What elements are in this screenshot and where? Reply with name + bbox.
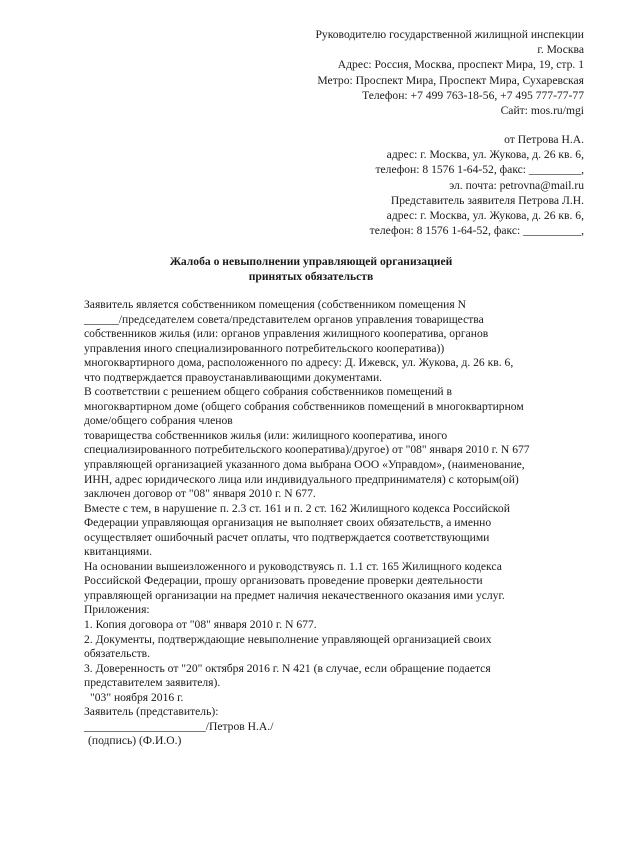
signature-caption: (подпись) (Ф.И.О.) bbox=[88, 734, 182, 748]
body-line: доме/общего собрания членов bbox=[84, 414, 233, 428]
addressee-line: Телефон: +7 499 763-18-56, +7 495 777-77-77 bbox=[362, 88, 584, 102]
body-line: товарищества собственников жилья (или: жилищного кооператива, иного bbox=[84, 428, 448, 442]
body-line: квитанциями. bbox=[84, 545, 153, 559]
body-line: Приложения: bbox=[84, 603, 150, 617]
sender-line: адрес: г. Москва, ул. Жукова, д. 26 кв. 6, bbox=[386, 148, 584, 162]
body-line: осуществляет ошибочный расчет оплаты, что подтверждается соответствующими bbox=[84, 530, 490, 544]
signer-label: Заявитель (представитель): bbox=[84, 705, 219, 719]
body-line: ИНН, адрес юридического лица или индивидуального предпринимателя) с которым(ой) bbox=[84, 472, 519, 486]
body-line: многоквартирном доме (общего собрания собственников помещений в многоквартирном bbox=[84, 399, 524, 413]
body-line: обязательств. bbox=[84, 647, 151, 661]
title-line-1: Жалоба о невыполнении управляющей организацией bbox=[169, 255, 453, 268]
document-date: "03" ноября 2016 г. bbox=[90, 690, 184, 704]
body-line: Заявитель является собственником помещения (собственником помещения N bbox=[84, 298, 466, 311]
body-line: В соответствии с решением общего собрания собственников помещений в bbox=[84, 385, 452, 399]
document-title bbox=[0, 254, 622, 284]
body-line: Российской Федерации, прошу организовать проведение проверки деятельности bbox=[84, 574, 483, 588]
body-line: Федерации управляющая организация не выполняет своих обязательств, а именно bbox=[84, 516, 492, 530]
body-line: собственников жилья (или: органов управления жилищного кооператива, органов bbox=[84, 327, 489, 341]
body-line: 3. Доверенность от "20" октября 2016 г. N 421 (в случае, если обращение подается bbox=[84, 661, 491, 675]
sender-line: от Петрова Н.А. bbox=[504, 133, 584, 146]
body-line: управления иного специализированного потребительского кооператива)) bbox=[84, 341, 445, 355]
sender-line: эл. почта: petrovna@mail.ru bbox=[449, 178, 584, 192]
body-line: заключен договор от "08" января 2010 г. N 677. bbox=[84, 487, 316, 501]
addressee-line: Сайт: mos.ru/mgi bbox=[500, 104, 584, 118]
sender-line: телефон: 8 1576 1-64-52, факс: _________, bbox=[375, 163, 584, 177]
addressee-block bbox=[315, 27, 584, 118]
body-line: что подтверждается правоустанавливающими документами. bbox=[84, 370, 383, 384]
addressee-line: г. Москва bbox=[537, 43, 584, 57]
sender-block bbox=[370, 132, 584, 238]
body-line: многоквартирного дома, расположенного по адресу: Д. Ижевск, ул. Жукова, д. 26 кв. 6, bbox=[84, 356, 514, 370]
body-line: представителем заявителя). bbox=[84, 676, 221, 690]
sender-line: телефон: 8 1576 1-64-52, факс: __________, bbox=[369, 224, 584, 238]
body-line: ______/председателем совета/представителем органов управления товарищества bbox=[84, 312, 484, 326]
body-line: 1. Копия договора от "08" января 2010 г. N 677. bbox=[84, 618, 317, 632]
addressee-line: Метро: Проспект Мира, Проспект Мира, Сухаревская bbox=[317, 73, 584, 87]
addressee-line: Руководителю государственной жилищной инспекции bbox=[315, 28, 584, 41]
addressee-line: Адрес: Россия, Москва, проспект Мира, 19, стр. 1 bbox=[337, 58, 584, 72]
sender-line: Представитель заявителя Петрова Л.Н. bbox=[390, 193, 584, 207]
body-line: На основании вышеизложенного и руководствуясь п. 1.1 ст. 165 Жилищного кодекса bbox=[84, 559, 502, 573]
complaint-body bbox=[84, 298, 594, 749]
sender-line: адрес: г. Москва, ул. Жукова, д. 26 кв. 6, bbox=[386, 209, 584, 223]
body-line: управляющей организацией указанного дома выбрана ООО «Управдом», (наименование, bbox=[84, 458, 525, 472]
body-line: специализированного потребительского кооператива)/другое) от "08" января 2010 г. N 677 bbox=[84, 443, 530, 457]
signature-line: _____________________/Петров Н.А./ bbox=[84, 719, 274, 733]
body-line: 2. Документы, подтверждающие невыполнение управляющей организацией своих bbox=[84, 632, 492, 646]
title-line-2: принятых обязательств bbox=[248, 270, 374, 283]
body-line: Вместе с тем, в нарушение п. 2.3 ст. 161 и п. 2 ст. 162 Жилищного кодекса Российской bbox=[84, 501, 510, 515]
body-line: управляющей организации на предмет наличия некачественного оказания ими услуг. bbox=[84, 588, 505, 602]
